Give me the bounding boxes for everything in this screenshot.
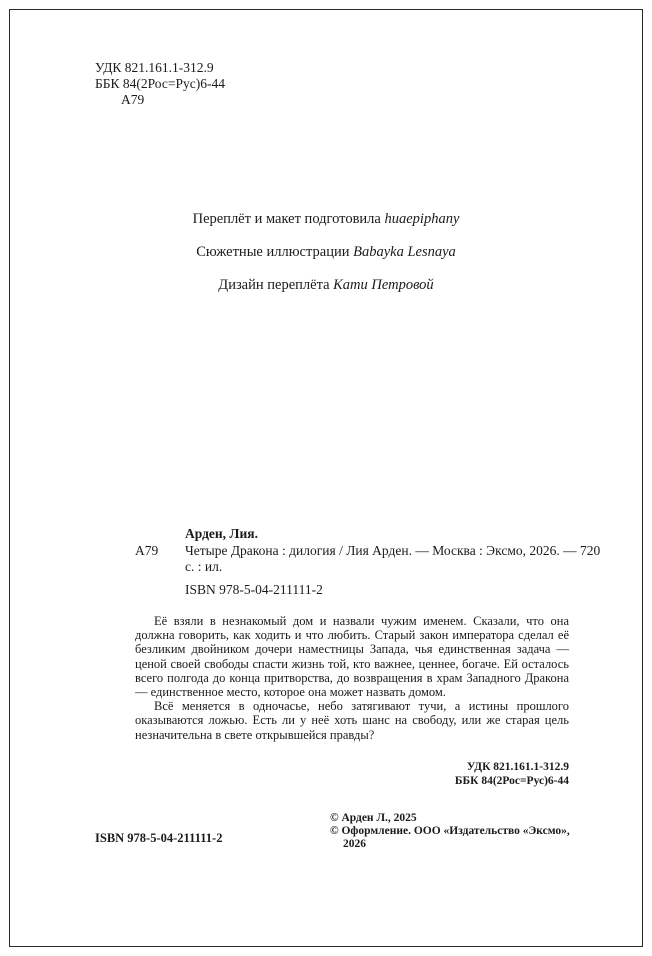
catalog-isbn: ISBN 978-5-04-211111-2 bbox=[185, 581, 323, 597]
page-border-frame bbox=[9, 9, 643, 947]
credit-line-cover-layout bbox=[0, 211, 652, 228]
copyright-publisher: © Оформление. ООО «Издательство «Эксмо», 2026 bbox=[330, 825, 570, 851]
udk-code-top: УДК 821.161.1-312.9 bbox=[95, 60, 214, 75]
annotation-paragraph-2: Всё меняется в одночасье, небо затягивают тучи, а истины прошлого оказываются ложью. Есть ли у неё хоть шанс на свободу, или же старая цель незначительна в свете открывшейся правды? bbox=[135, 699, 569, 742]
annotation-block bbox=[135, 614, 569, 742]
credits-block bbox=[0, 211, 652, 310]
credit-text: Дизайн переплёта bbox=[218, 277, 334, 293]
footer-isbn: ISBN 978-5-04-211111-2 bbox=[95, 831, 223, 845]
bibliographic-codes-bottom bbox=[135, 761, 569, 788]
catalog-description: Четыре Дракона : дилогия / Лия Арден. — Москва : Эксмо, 2026. — 720 с. : ил. bbox=[185, 542, 601, 574]
copyright-block bbox=[330, 812, 588, 852]
udk-code-bottom: УДК 821.161.1-312.9 bbox=[466, 761, 569, 773]
bbk-code-top: ББК 84(2Рос=Рус)6-44 bbox=[95, 76, 225, 91]
copyright-author: © Арден Л., 2025 bbox=[330, 812, 417, 824]
credit-line-illustrations bbox=[0, 244, 652, 261]
credit-text: Сюжетные иллюстрации bbox=[196, 244, 354, 260]
catalog-author-sign: А79 bbox=[135, 542, 159, 558]
annotation-paragraph-1: Её взяли в незнакомый дом и назвали чужим именем. Сказали, что она должна говорить, как ходить и что любить. Старый закон императора сделал её безликим двойником дочери наместницы Запада, чья единственная задача — ценой своей свободы спасти жизнь той, кто важнее, ценнее, богаче. Ей осталось всего полгода до конца притворства, до возвращения в храм Западного Дракона — единственное место, которое она может назвать домом. bbox=[135, 614, 569, 700]
credit-line-cover-design bbox=[0, 277, 652, 294]
author-sign-top: А79 bbox=[121, 92, 145, 107]
bibliographic-codes-top bbox=[95, 60, 225, 108]
bbk-code-bottom: ББК 84(2Рос=Рус)6-44 bbox=[454, 774, 569, 787]
catalog-entry bbox=[135, 543, 601, 576]
catalog-author: Арден, Лия. bbox=[185, 526, 258, 541]
credit-person-name: Кати Петровой bbox=[333, 277, 434, 293]
credit-text: Переплёт и макет подготовила bbox=[192, 211, 385, 227]
credit-person-name: Babayka Lesnaya bbox=[353, 244, 456, 260]
credit-person-name: huaepiphany bbox=[384, 211, 460, 227]
catalog-card bbox=[135, 526, 601, 598]
